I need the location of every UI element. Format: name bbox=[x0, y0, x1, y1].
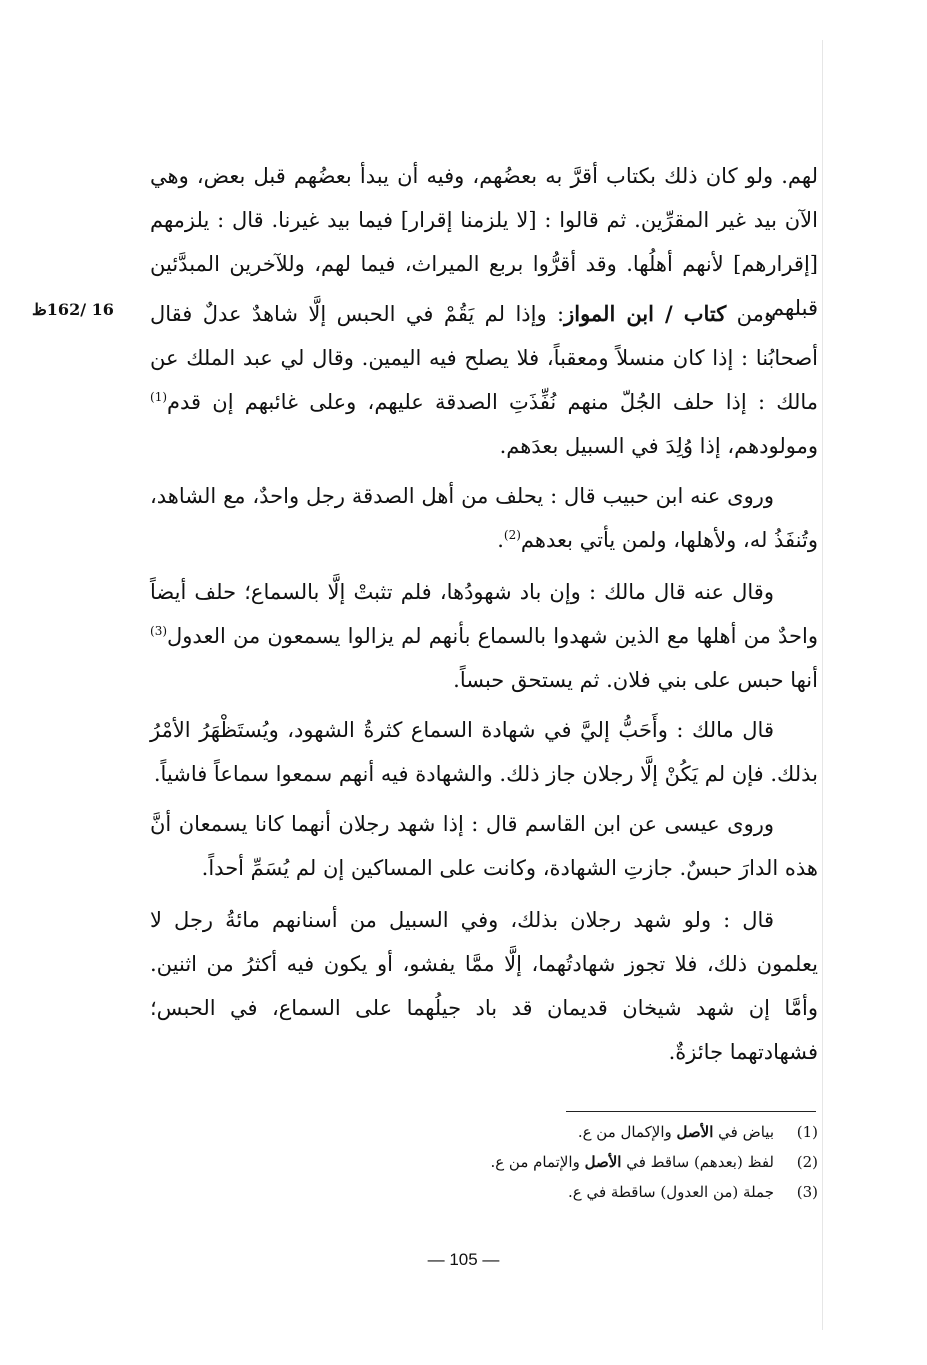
paragraph-3-text-b: . bbox=[497, 528, 504, 552]
footnote-1 bbox=[300, 1117, 818, 1147]
footnote-2-bold: الأصل bbox=[584, 1153, 622, 1171]
paragraph-5-text: قال مالك : وأَحَبُّ إليَّ في شهادة السماع كثرةُ الشهود، ويُستَظْهَرُ الأمْرُ بذلك. فإن لم يَكُنْ إلَّا رجلان جاز ذلك. والشهادة فيه أنهم سمعوا سماعاً فاشياً. bbox=[150, 718, 818, 786]
footnote-2-number: (2) bbox=[796, 1153, 818, 1171]
footnote-1-text-a: بياض في bbox=[713, 1123, 774, 1141]
page-number: — 105 — bbox=[427, 1250, 500, 1269]
paragraph-4 bbox=[150, 570, 818, 702]
footnotes bbox=[300, 1117, 818, 1207]
footnote-1-number: (1) bbox=[796, 1123, 818, 1141]
paragraph-4-text-b: أنها حبس على بني فلان. ثم يستحق حبساً. bbox=[453, 668, 818, 692]
paragraph-6 bbox=[150, 802, 818, 890]
paragraph-6-text: وروى عيسى عن ابن القاسم قال : إذا شهد رجلان أنهما كانا يسمعان أنَّ هذه الدارَ حبسٌ. جازتِ الشهادة، وكانت على المساكين إن لم يُسَمِّ أحداً. bbox=[150, 812, 818, 880]
paragraph-3-text-a: وروى عنه ابن حبيب قال : يحلف من أهل الصدقة رجل واحدٌ، مع الشاهد، وتُنفَذُ له، ولأهلها، ولمن يأتي بعدهم bbox=[150, 484, 818, 552]
footnote-marker-3: (3) bbox=[150, 624, 168, 638]
footnote-marker-2: (2) bbox=[503, 528, 521, 542]
manuscript-folio-reference: 16 /162ظ bbox=[32, 300, 114, 319]
paragraph-2 bbox=[150, 292, 818, 468]
paragraph-2-text-a: : وإذا لم يَقُمْ في الحبس إلَّا شاهدٌ عدلٌ فقال أصحابُنا : إذا كان منسلاً ومعقباً، فلا يصلح فيه اليمين. وقال لي عبد الملك عن مالك : إذا حلف الجُلّ منهم نُفِّذَتِ الصدقة عليهم، وعلى غائبهم إن قدم bbox=[150, 302, 818, 414]
paragraph-5 bbox=[150, 708, 818, 796]
footnote-3 bbox=[300, 1177, 818, 1207]
paragraph-2-text-b: ومولودهم، إذا وُلِدَ في السبيل بعدَهم. bbox=[499, 434, 818, 458]
footnote-3-number: (3) bbox=[796, 1183, 818, 1201]
paragraph-4-text-a: وقال عنه قال مالك : وإن باد شهودُها، فلم تثبتْ إلَّا بالسماع؛ حلف أيضاً واحدٌ من أهلها مع الذين شهدوا بالسماع بأنهم لم يزالوا يسمعون من العدول bbox=[150, 580, 818, 648]
scan-edge-line bbox=[822, 40, 823, 1330]
source-title: كتاب / ابن المواز bbox=[564, 301, 727, 326]
footnote-1-text-b: والإكمال من ع. bbox=[577, 1123, 677, 1141]
footnote-separator bbox=[566, 1111, 816, 1112]
paragraph-1-text: لهم. ولو كان ذلك بكتاب أقرَّ به بعضُهم، وفيه أن يبدأ بعضُهم قبل بعض، وهي الآن بيد غير المقرِّين. ثم قالوا : [لا يلزمنا إقرار] فيما بيد غيرنا. قال : يلزمهم [إقرارهم] لأنهم أهلُها. وقد أقرُّوا بربع الميراث، فيما لهم، وللآخرين المبدَّئين قبلهم. bbox=[150, 164, 818, 320]
paragraph-3 bbox=[150, 474, 818, 562]
footnote-marker-1: (1) bbox=[150, 390, 168, 404]
footnote-2 bbox=[300, 1147, 818, 1177]
footnote-1-bold: الأصل bbox=[676, 1123, 714, 1141]
footnote-2-text-b: والإتمام من ع. bbox=[490, 1153, 585, 1171]
paragraph-2-lead: ومن bbox=[726, 302, 775, 326]
footnote-2-text-a: لفظ (بعدهم) ساقط في bbox=[621, 1153, 774, 1171]
paragraph-7 bbox=[150, 898, 818, 1074]
paragraph-7-text: قال : ولو شهد رجلان بذلك، وفي السبيل من أسنانهم مائةُ رجل لا يعلمون ذلك، فلا تجوز شهادتُهما، إلَّا ممَّا يفشو، أو يكون فيه أكثرُ من اثنين. وأمَّا إن شهد شيخان قديمان قد باد جيلُهما على السماع، في الحبس؛ فشهادتهما جائزةٌ. bbox=[150, 908, 818, 1064]
footnote-3-text-a: جملة (من العدول) ساقطة في ع. bbox=[568, 1183, 774, 1201]
